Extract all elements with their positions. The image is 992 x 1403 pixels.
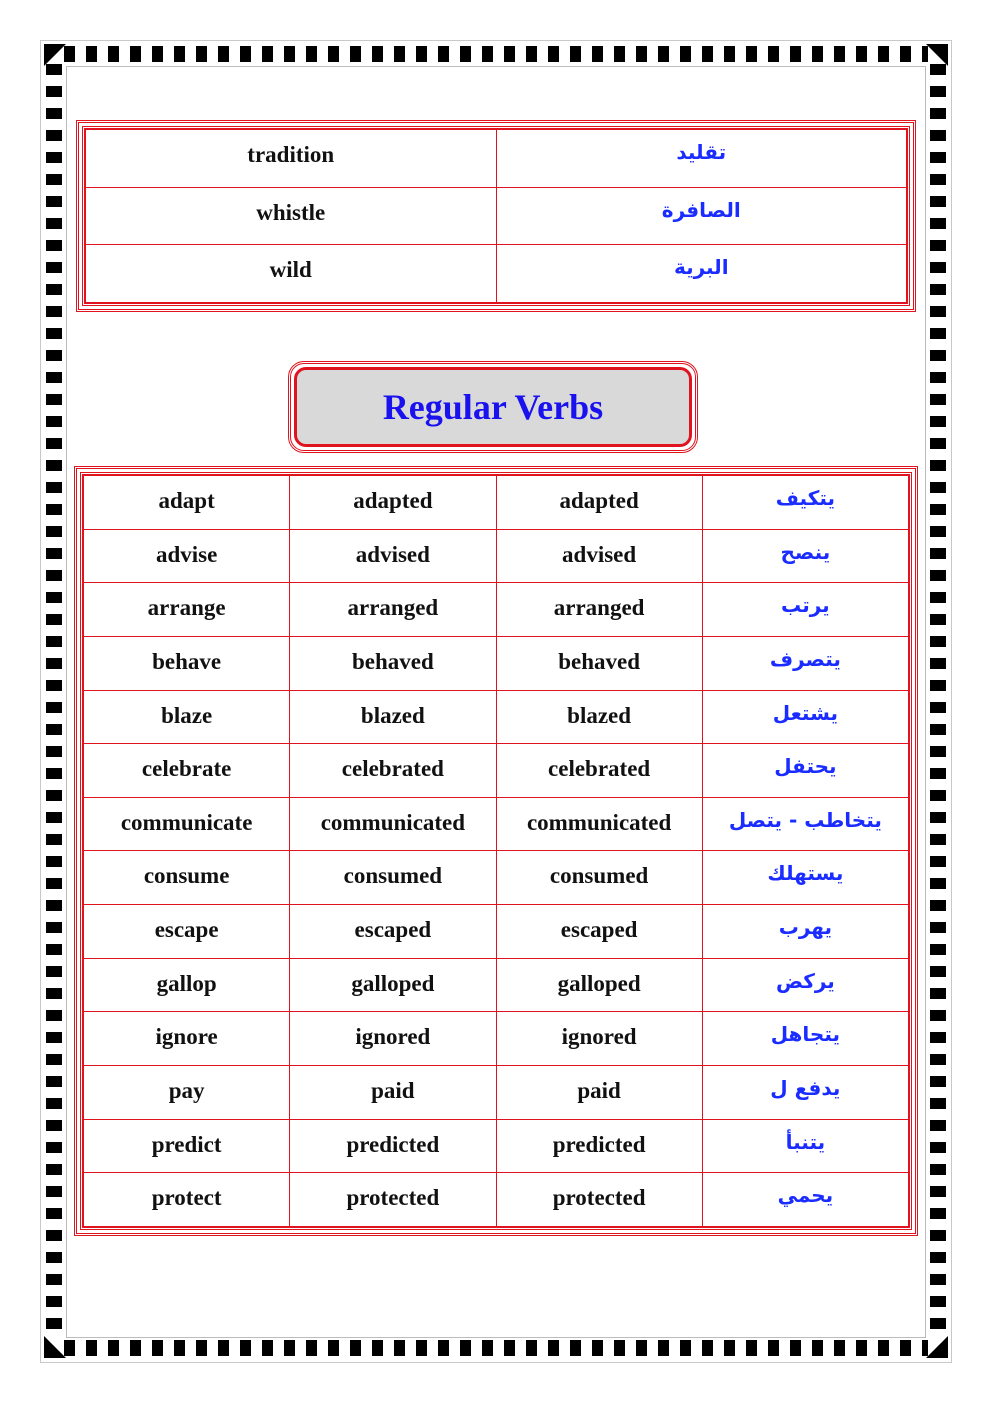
arabic-translation: يحتفل <box>702 744 908 798</box>
verb-base-form: celebrate <box>84 744 290 798</box>
verb-base-form: predict <box>84 1119 290 1173</box>
verb-base-form: adapt <box>84 476 290 530</box>
arabic-translation: يحمي <box>702 1173 908 1227</box>
arabic-translation: يركض <box>702 958 908 1012</box>
table-row <box>84 958 909 1012</box>
arabic-translation: يتخاطب - يتصل <box>702 797 908 851</box>
table-row <box>86 130 907 188</box>
table-row <box>86 187 907 245</box>
table-row <box>86 245 907 303</box>
arabic-translation: يدفع ل <box>702 1066 908 1120</box>
verb-past-participle: adapted <box>496 476 702 530</box>
arabic-translation: يرتب <box>702 583 908 637</box>
arabic-translation: تقليد <box>496 130 907 188</box>
verb-base-form: behave <box>84 636 290 690</box>
verb-past-form: ignored <box>290 1012 496 1066</box>
verb-past-participle: communicated <box>496 797 702 851</box>
verb-base-form: consume <box>84 851 290 905</box>
arabic-translation: يتنبأ <box>702 1119 908 1173</box>
border-corner-bottom-right <box>926 1336 948 1358</box>
decorative-border-top <box>64 46 928 62</box>
verb-base-form: blaze <box>84 690 290 744</box>
table-row <box>84 744 909 798</box>
verb-past-form: galloped <box>290 958 496 1012</box>
verb-past-participle: advised <box>496 529 702 583</box>
table-row <box>84 851 909 905</box>
table-row <box>84 583 909 637</box>
table-row <box>84 690 909 744</box>
verb-base-form: ignore <box>84 1012 290 1066</box>
border-corner-bottom-left <box>44 1336 66 1358</box>
arabic-translation: يتكيف <box>702 476 908 530</box>
verb-past-participle: escaped <box>496 905 702 959</box>
verb-past-participle: behaved <box>496 636 702 690</box>
verb-base-form: protect <box>84 1173 290 1227</box>
verb-past-form: protected <box>290 1173 496 1227</box>
verb-past-form: communicated <box>290 797 496 851</box>
border-corner-top-right <box>926 44 948 66</box>
verb-past-participle: galloped <box>496 958 702 1012</box>
arabic-translation: يشتعل <box>702 690 908 744</box>
verb-past-participle: consumed <box>496 851 702 905</box>
arabic-translation: يستهلك <box>702 851 908 905</box>
table-row <box>84 1066 909 1120</box>
english-word: whistle <box>86 187 497 245</box>
verb-past-participle: arranged <box>496 583 702 637</box>
arabic-translation: يتصرف <box>702 636 908 690</box>
table-row <box>84 476 909 530</box>
decorative-border-right <box>930 64 946 1340</box>
verb-past-form: behaved <box>290 636 496 690</box>
section-title-box <box>288 361 698 453</box>
verb-past-form: advised <box>290 529 496 583</box>
arabic-translation: يتجاهل <box>702 1012 908 1066</box>
verb-base-form: gallop <box>84 958 290 1012</box>
verb-base-form: advise <box>84 529 290 583</box>
verb-past-participle: protected <box>496 1173 702 1227</box>
section-title: Regular Verbs <box>382 387 604 427</box>
verb-past-form: consumed <box>290 851 496 905</box>
table-row <box>84 1119 909 1173</box>
table-row <box>84 1012 909 1066</box>
border-corner-top-left <box>44 44 66 66</box>
verb-past-participle: celebrated <box>496 744 702 798</box>
english-word: tradition <box>86 130 497 188</box>
english-word: wild <box>86 245 497 303</box>
verb-past-participle: ignored <box>496 1012 702 1066</box>
verb-past-form: adapted <box>290 476 496 530</box>
decorative-border-left <box>46 64 62 1340</box>
verb-base-form: communicate <box>84 797 290 851</box>
table-row <box>84 1173 909 1227</box>
table-row <box>84 636 909 690</box>
verb-past-participle: predicted <box>496 1119 702 1173</box>
verb-base-form: arrange <box>84 583 290 637</box>
verb-past-participle: paid <box>496 1066 702 1120</box>
verb-past-form: arranged <box>290 583 496 637</box>
table-row <box>84 905 909 959</box>
verb-base-form: pay <box>84 1066 290 1120</box>
verb-past-form: escaped <box>290 905 496 959</box>
arabic-translation: الصافرة <box>496 187 907 245</box>
arabic-translation: البرية <box>496 245 907 303</box>
verb-past-participle: blazed <box>496 690 702 744</box>
verb-past-form: paid <box>290 1066 496 1120</box>
vocabulary-table <box>76 120 916 312</box>
table-row <box>84 529 909 583</box>
table-row <box>84 797 909 851</box>
verb-base-form: escape <box>84 905 290 959</box>
regular-verbs-table <box>74 466 918 1236</box>
decorative-border-bottom <box>64 1340 928 1356</box>
verb-past-form: predicted <box>290 1119 496 1173</box>
arabic-translation: يهرب <box>702 905 908 959</box>
verb-past-form: blazed <box>290 690 496 744</box>
arabic-translation: ينصح <box>702 529 908 583</box>
verb-past-form: celebrated <box>290 744 496 798</box>
